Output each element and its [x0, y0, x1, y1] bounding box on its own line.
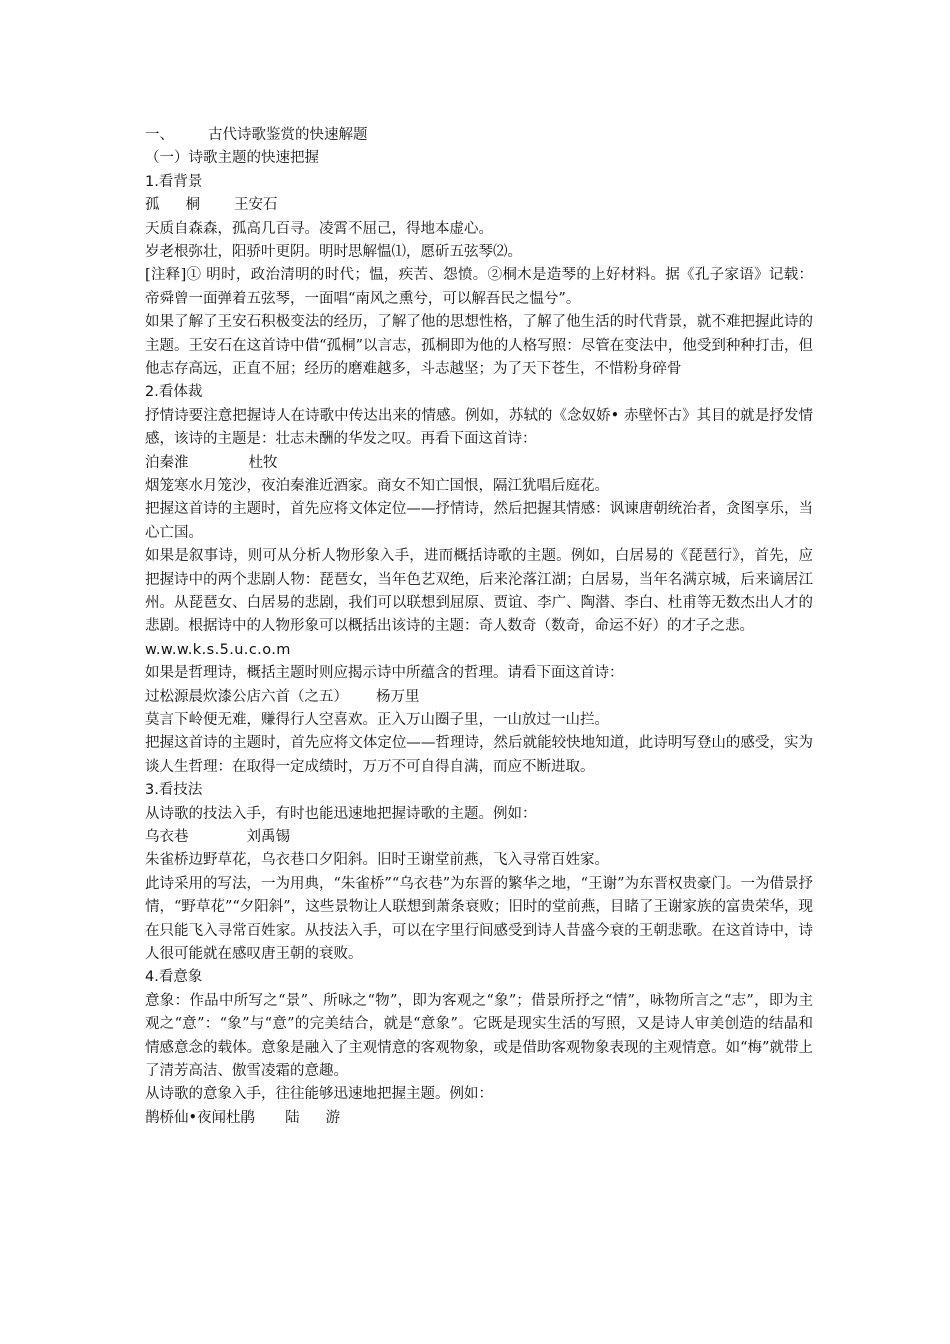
- s2-poem1-title: 泊秦淮: [145, 454, 189, 471]
- s1-poem-heading: [145, 194, 813, 217]
- s1-poem-line1: 天质自森森，孤高几百寻。凌霄不屈己，得地本虚心。: [145, 220, 493, 237]
- s4-intro: 从诗歌的意象入手，往往能够迅速地把握主题。例如：: [145, 1086, 493, 1103]
- s2-narrative: 如果是叙事诗，则可从分析人物形象入手，进而概括诗歌的主题。例如，白居易的《琵琶行》，首先，应把握诗中的两个悲剧人物：琵琶女，当年色艺双绝，后来沦落江湖；白居易，当年名满京城，后来谪居江州。从琵琶女、白居易的悲剧，我们可以联想到屈原、贾谊、李广、陶潜、李白、杜甫等无数杰出人才的悲剧。根据诗中的人物形象可以概括出该诗的主题：奇人数奇（数奇，命运不好）的才子之悲。: [145, 548, 813, 635]
- s2-poem1-analysis: 把握这首诗的主题时，首先应将文体定位——抒情诗，然后把握其情感：讽谏唐朝统治者，贪图享乐，当心亡国。: [145, 501, 813, 541]
- s4-poem-author-char1: 陆: [285, 1109, 300, 1126]
- s4-poem-author-char2: 游: [325, 1109, 341, 1126]
- s1-note: [注释]① 明时，政治清明的时代；愠，疾苦、怨愤。②桐木是造琴的上好材料。据《孔子家语》记载：帝舜曾一面弹着五弦琴，一面唱“南风之熏兮，可以解吾民之愠兮”。: [145, 267, 813, 307]
- heading-number: 一、: [145, 127, 174, 143]
- s4-definition: 意象：作品中所写之“景”、所咏之“物”，即为客观之“象”；借景所抒之“情”，咏物所言之“志”，即为主观之“意”：“象”与“意”的完美结合，就是“意象”。它既是现实生活的写照，又是诗人审美创造的结晶和情感意念的载体。意象是融入了主观情意的客观物象，或是借助客观物象表现的主观情意。如“梅”就带上了清芳高洁、傲雪凌霜的意趣。: [145, 992, 813, 1079]
- s2-title: 2.看体裁: [145, 384, 203, 401]
- s2-poem1-author: 杜牧: [248, 454, 278, 471]
- s2-poem2-author: 杨万里: [376, 688, 420, 705]
- s2-poem1-text: 烟笼寒水月笼沙，夜泊秦淮近酒家。商女不知亡国恨，隔江犹唱后庭花。: [145, 477, 609, 494]
- s3-poem-text: 朱雀桥边野草花，乌衣巷口夕阳斜。旧时王谢堂前燕，飞入寻常百姓家。: [145, 852, 609, 869]
- s2-poem1-heading: [145, 452, 813, 475]
- s2-intro: 抒情诗要注意把握诗人在诗歌中传达出来的情感。例如，苏轼的《念奴娇• 赤壁怀古》其目的就是抒发情感，该诗的主题是：壮志未酬的华发之叹。再看下面这首诗：: [145, 407, 813, 448]
- s3-poem-title: 乌衣巷: [145, 828, 189, 845]
- s2-philo: 如果是哲理诗，概括主题时则应揭示诗中所蕴含的哲理。请看下面这首诗：: [145, 665, 624, 682]
- s1-poem-author: 王安石: [234, 197, 278, 214]
- s2-poem2-analysis: 把握这首诗的主题时，首先应将文体定位——哲理诗，然后就能较快地知道，此诗明写登山的感受，实为谈人生哲理：在取得一定成绩时，万万不可自得自满，而应不断进取。: [145, 735, 813, 775]
- s1-analysis: 如果了解了王安石积极变法的经历，了解了他的思想性格，了解了他生活的时代背景，就不难把握此诗的主题。王安石在这首诗中借“孤桐”以言志，孤桐即为他的人格写照：尽管在变法中，他受到种种打击，但他志存高远，正直不屈；经历的磨难越多，斗志越坚；为了天下苍生，不惜粉身碎骨: [145, 314, 813, 377]
- sub-heading: （一）诗歌主题的快速把握: [145, 150, 319, 167]
- watermark-text: w.w.w.k.s.5.u.c.o.m: [145, 641, 291, 658]
- s3-analysis: 此诗采用的写法，一为用典，“朱雀桥”“乌衣巷”为东晋的繁华之地，“王谢”为东晋权贵豪门。一为借景抒情，“野草花”“夕阳斜”，这些景物让人联想到萧条衰败；旧时的堂前燕，目睹了王谢家族的富贵荣华，现在只能飞入寻常百姓家。从技法入手，可以在字里行间感受到诗人昔盛今衰的王朝悲歌。在这首诗中，诗人很可能就在感叹唐王朝的衰败。: [145, 875, 813, 962]
- s3-title: 3.看技法: [145, 782, 203, 799]
- document-page: [145, 124, 813, 1130]
- s1-poem-title-char2: 桐: [185, 197, 200, 214]
- s2-poem2-title: 过松源晨炊漆公店六首（之五）: [145, 688, 348, 705]
- s3-intro: 从诗歌的技法入手，有时也能迅速地把握诗歌的主题。例如：: [145, 805, 537, 822]
- s3-poem-author: 刘禹锡: [246, 828, 290, 845]
- s1-poem-line2: 岁老根弥壮，阳骄叶更阴。明时思解愠⑴，愿斫五弦琴⑵。: [145, 243, 522, 260]
- heading-text: 古代诗歌鉴赏的快速解题: [208, 127, 368, 143]
- s3-poem-heading: [145, 826, 813, 849]
- s4-title: 4.看意象: [145, 969, 203, 986]
- s4-poem-title: 鹊桥仙•夜闻杜鹃: [145, 1109, 256, 1126]
- section-heading: [145, 124, 813, 147]
- s2-poem2-text: 莫言下岭便无难，赚得行人空喜欢。正入万山圈子里，一山放过一山拦。: [145, 711, 609, 728]
- s2-poem2-heading: [145, 686, 813, 709]
- s4-poem-heading: [145, 1107, 813, 1130]
- s1-title: 1.看背景: [145, 173, 203, 190]
- s1-poem-title-char1: 孤: [145, 197, 160, 214]
